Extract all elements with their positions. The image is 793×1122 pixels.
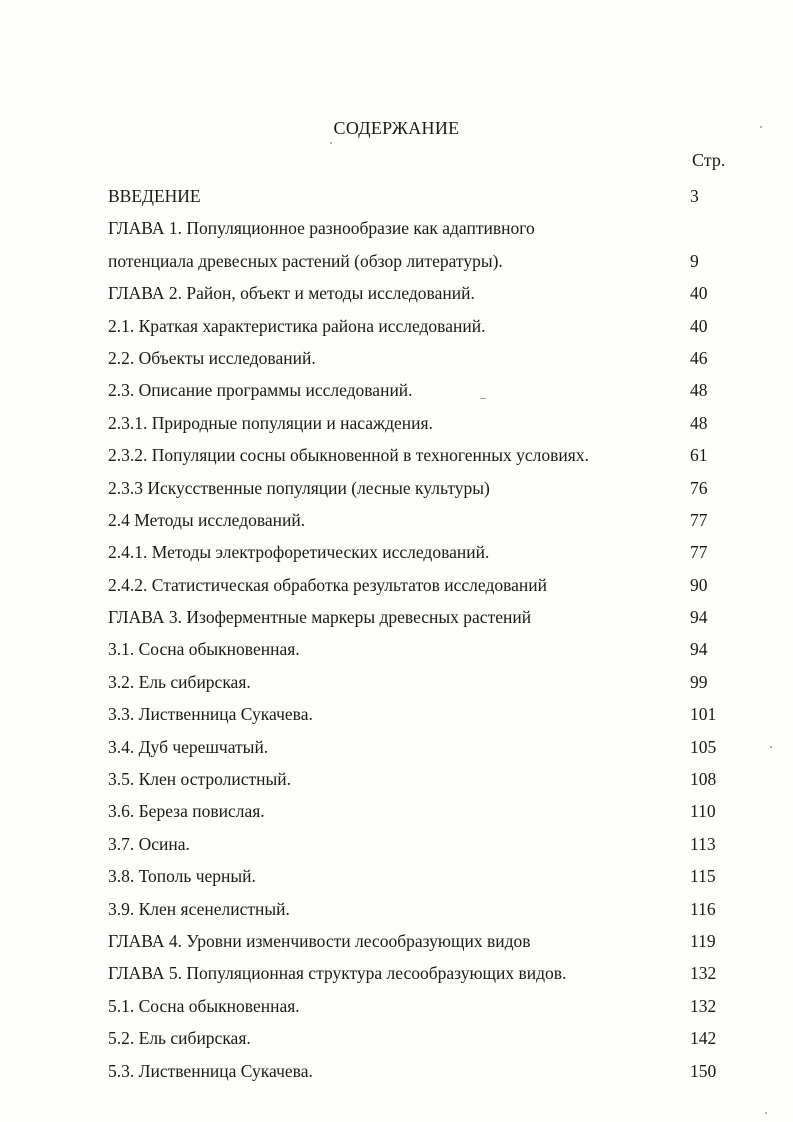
toc-entry-page: 76 xyxy=(690,477,708,498)
toc-entry-page: 48 xyxy=(690,380,708,401)
toc-entry-page: 9 xyxy=(690,250,699,271)
toc-entry xyxy=(108,1022,748,1054)
toc-entry-page: 3 xyxy=(690,186,699,206)
toc-entry xyxy=(108,860,748,892)
toc-entry-text: 2.3.3 Искусственные популяции (лесные культуры) xyxy=(108,477,490,498)
toc-entry-page: 116 xyxy=(690,898,716,919)
toc-entry-page: 110 xyxy=(690,801,716,822)
toc-entry-page: 105 xyxy=(690,736,717,757)
toc-entry-page: 113 xyxy=(690,833,716,854)
toc-entry xyxy=(108,1055,748,1087)
toc-entry-page: 115 xyxy=(690,866,716,887)
toc-entry-text: 5.3. Лиственница Сукачева. xyxy=(108,1060,313,1081)
toc-entry-page: 40 xyxy=(690,315,708,336)
toc-entry-text: ГЛАВА 1. Популяционное разнообразие как адаптивного xyxy=(108,218,535,239)
toc-entry-text: 3.9. Клен ясенелистный. xyxy=(108,898,290,919)
toc-entry xyxy=(108,698,748,730)
toc-entry xyxy=(108,666,748,698)
toc-entry-page: 132 xyxy=(690,995,717,1016)
toc-entry xyxy=(108,180,748,212)
scan-speck xyxy=(765,1112,767,1114)
toc-entry xyxy=(108,536,748,568)
toc-entry-text: потенциала древесных растений (обзор литературы). xyxy=(108,250,503,271)
toc-entry-text: 2.4.2. Статистическая обработка результатов исследований xyxy=(108,574,547,595)
toc-entry xyxy=(108,893,748,925)
toc-entry-text: 2.3.1. Природные популяции и насаждения. xyxy=(108,412,433,433)
toc-entry xyxy=(108,310,748,342)
toc-entry xyxy=(108,569,748,601)
toc-entry xyxy=(108,601,748,633)
toc-entry-page: 61 xyxy=(690,445,708,466)
toc-entry-text: ГЛАВА 4. Уровни изменчивости лесообразующих видов xyxy=(108,930,531,951)
toc-entry-page: 119 xyxy=(690,930,716,951)
toc-entry-page: 101 xyxy=(690,704,717,725)
toc-entry-text: 2.2. Объекты исследований. xyxy=(108,347,316,368)
toc-entry-text: 5.1. Сосна обыкновенная. xyxy=(108,995,300,1016)
toc-entry-page: 40 xyxy=(690,283,708,304)
toc-entry-text: ГЛАВА 5. Популяционная структура лесообразующих видов. xyxy=(108,963,567,984)
toc-entry-page: 99 xyxy=(690,671,708,692)
toc-entry xyxy=(108,828,748,860)
toc-entry xyxy=(108,633,748,665)
toc-entry xyxy=(108,472,748,504)
toc-entry-text: 2.4.1. Методы электрофоретических исследований. xyxy=(108,542,490,563)
toc-entry xyxy=(108,504,748,536)
toc-entry-page: 77 xyxy=(690,542,708,563)
toc-entry xyxy=(108,212,748,244)
toc-entry-text: ГЛАВА 3. Изоферментные маркеры древесных растений xyxy=(108,607,532,628)
toc-entry-page: 48 xyxy=(690,412,708,433)
toc-entry-text: 5.2. Ель сибирская. xyxy=(108,1028,251,1049)
toc-entry-page: 108 xyxy=(690,769,717,790)
toc-entry-text: 2.3. Описание программы исследований. xyxy=(108,380,413,401)
toc-entry-text: 2.3.2. Популяции сосны обыкновенной в техногенных условиях. xyxy=(108,445,589,466)
toc-entry xyxy=(108,957,748,989)
toc-entry xyxy=(108,439,748,471)
toc-entry-text: 2.4 Методы исследований. xyxy=(108,509,306,530)
scan-speck xyxy=(480,398,486,399)
page-title: СОДЕРЖАНИЕ xyxy=(333,118,460,138)
toc-entry xyxy=(108,763,748,795)
toc-entry-text: 3.3. Лиственница Сукачева. xyxy=(108,704,313,725)
toc-entry xyxy=(108,277,748,309)
toc-entry-text: 3.5. Клен остролистный. xyxy=(108,769,291,790)
toc-entry-page: 46 xyxy=(690,347,708,368)
toc-entry-page: 94 xyxy=(690,639,708,660)
toc-entry-page: 142 xyxy=(690,1028,717,1049)
toc-entry-page: 77 xyxy=(690,509,708,530)
toc-entry-text: ВВЕДЕНИЕ xyxy=(108,186,201,206)
toc-entry xyxy=(108,342,748,374)
toc-entry-text: 3.2. Ель сибирская. xyxy=(108,671,251,692)
toc-entry-text: 2.1. Краткая характеристика района исследований. xyxy=(108,315,486,336)
toc-entry xyxy=(108,407,748,439)
toc-entry xyxy=(108,795,748,827)
page-column-label: Стр. xyxy=(692,150,726,170)
toc-entry-page: 132 xyxy=(690,963,717,984)
toc-entry-page: 150 xyxy=(690,1060,717,1081)
toc-entry-text: 3.4. Дуб черешчатый. xyxy=(108,736,269,757)
table-of-contents xyxy=(108,180,748,1087)
toc-entry-text: 3.6. Береза повислая. xyxy=(108,801,265,822)
toc-entry xyxy=(108,374,748,406)
toc-entry-page: 94 xyxy=(690,607,708,628)
toc-entry xyxy=(108,990,748,1022)
toc-entry-text: ГЛАВА 2. Район, объект и методы исследований. xyxy=(108,283,475,304)
toc-entry-text: 3.1. Сосна обыкновенная. xyxy=(108,639,300,660)
toc-entry-text: 3.8. Тополь черный. xyxy=(108,866,256,887)
scan-speck xyxy=(770,746,772,748)
toc-entry xyxy=(108,731,748,763)
toc-entry-page: 90 xyxy=(690,574,708,595)
toc-entry-text: 3.7. Осина. xyxy=(108,833,190,854)
toc-entry xyxy=(108,245,748,277)
scan-speck xyxy=(330,142,332,144)
toc-entry xyxy=(108,925,748,957)
scan-speck xyxy=(760,126,762,128)
